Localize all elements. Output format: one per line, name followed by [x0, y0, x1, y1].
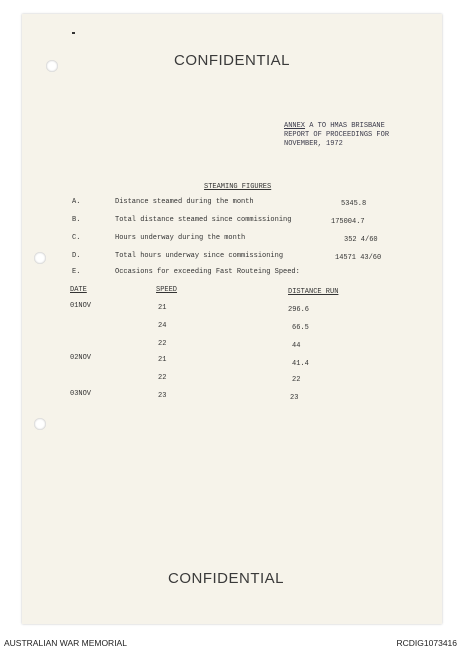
row-date: 01NOV: [70, 302, 92, 310]
confidential-stamp-bottom: CONFIDENTIAL: [167, 570, 284, 587]
row-distance: 41.4: [292, 360, 309, 368]
item-value: 14571 43/60: [335, 254, 382, 262]
confidential-stamp-top: CONFIDENTIAL: [173, 52, 290, 69]
row-speed: 21: [158, 304, 167, 312]
row-distance: 296.6: [288, 306, 310, 314]
item-value: 5345.8: [341, 200, 367, 208]
row-distance: 23: [290, 394, 299, 402]
annex-line-1: A TO HMAS BRISBANE: [305, 122, 385, 130]
row-speed: 24: [158, 322, 167, 330]
row-speed: 21: [158, 356, 167, 364]
row-date: 02NOV: [70, 354, 92, 362]
row-speed: 23: [158, 392, 167, 400]
punch-hole-bottom: [34, 418, 46, 430]
punch-hole-middle: [34, 252, 46, 264]
document-page: [22, 14, 442, 624]
item-label: Total distance steamed since commissioning: [115, 216, 292, 224]
column-header-distance: DISTANCE RUN: [288, 288, 339, 296]
footer-source: AUSTRALIAN WAR MEMORIAL: [4, 638, 127, 648]
row-speed: 22: [158, 374, 167, 382]
row-date: 03NOV: [70, 390, 92, 398]
steaming-figures-heading: STEAMING FIGURES: [204, 183, 272, 191]
ink-speck: [72, 32, 75, 34]
item-value: 175004.7: [331, 218, 365, 226]
row-distance: 66.5: [292, 324, 309, 332]
annex-line-3: NOVEMBER, 1972: [284, 140, 343, 148]
item-label: Hours underway during the month: [115, 234, 246, 242]
annex-line-2: REPORT OF PROCEEDINGS FOR: [284, 131, 390, 139]
footer-record-id: RCDIG1073416: [396, 638, 457, 648]
item-label: Total hours underway since commissioning: [115, 252, 284, 260]
item-value: 352 4/60: [344, 236, 378, 244]
item-letter: C.: [72, 234, 81, 242]
item-label: Occasions for exceeding Fast Routeing Speed:: [115, 268, 300, 276]
row-distance: 22: [292, 376, 301, 384]
column-header-date: DATE: [70, 286, 87, 294]
row-speed: 22: [158, 340, 167, 348]
item-letter: A.: [72, 198, 81, 206]
annex-reference: [284, 122, 389, 149]
annex-lead: ANNEX: [284, 122, 306, 130]
item-letter: D.: [72, 252, 81, 260]
row-distance: 44: [292, 342, 301, 350]
item-letter: E.: [72, 268, 81, 276]
item-letter: B.: [72, 216, 81, 224]
item-label: Distance steamed during the month: [115, 198, 254, 206]
column-header-speed: SPEED: [156, 286, 178, 294]
